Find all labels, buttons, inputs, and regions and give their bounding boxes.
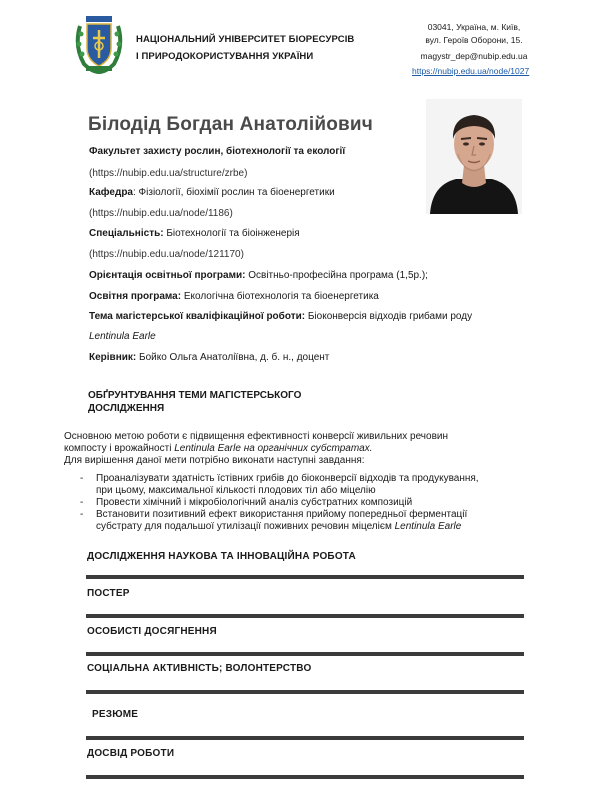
rationale-paragraph: [64, 431, 544, 467]
rationale-title-line2: ДОСЛІДЖЕННЯ: [88, 403, 165, 414]
divider: [86, 690, 524, 694]
address-line2: вул. Героїв Оборони, 15.: [425, 34, 523, 45]
research-heading: ДОСЛІДЖЕННЯ НАУКОВА ТА ІННОВАЦІЙНА РОБОТА: [87, 551, 356, 562]
supervisor: [89, 352, 329, 364]
list-item: - Провести хімічний і мікробіологічний аналіз субстратних композицій: [80, 497, 540, 509]
rationale-para1-b: компосту і врожайності: [64, 443, 175, 454]
student-photo: [426, 99, 522, 214]
orientation-label: Орієнтація освітньої програми:: [89, 270, 246, 281]
divider: [86, 652, 524, 656]
faculty-url-text[interactable]: (https://nubip.edu.ua/structure/zrbe): [89, 168, 248, 179]
task-1-line1: Проаналізувати здатність їстівних грибів до біоконверсії відходів та продукування,: [96, 473, 479, 484]
specialty: [89, 228, 300, 240]
specialty-value: Біотехнології та біоінженерія: [163, 228, 300, 239]
program-value: Екологічна біотехнологія та біоенергетика: [181, 291, 379, 302]
list-item: - Проаналізувати здатність їстівних грибів до біоконверсії відходів та продукування, при цьому, максимальної кількості плодових тіл або міцелію: [80, 473, 540, 497]
address-line1: 03041, Україна, м. Київ,: [427, 22, 521, 32]
university-name: [136, 31, 354, 65]
rationale-para1-b-italic: Lentinula Earle на органічних субстратах.: [174, 443, 373, 454]
rationale-title-line1: ОБҐРУНТУВАННЯ ТЕМИ МАГІСТЕРСЬКОГО: [88, 390, 302, 401]
social-heading: СОЦІАЛЬНА АКТИВНІСТЬ; ВОЛОНТЕРСТВО: [87, 663, 312, 674]
divider: [86, 575, 524, 579]
rationale-para1-b-wrap: [64, 443, 544, 455]
task-2-line1: Провести хімічний і мікробіологічний аналіз субстратних композицій: [96, 497, 413, 508]
department-label: Кафедра: [89, 187, 133, 198]
task-3-italic: Lentinula Earle: [394, 521, 462, 532]
specialty-url-text[interactable]: (https://nubip.edu.ua/node/121170): [89, 249, 244, 260]
divider: [86, 736, 524, 740]
university-name-line1: НАЦІОНАЛЬНИЙ УНІВЕРСИТЕТ БІОРЕСУРСІВ: [136, 34, 355, 45]
orientation-value: Освітньо-професійна програма (1,5р.);: [245, 270, 428, 281]
program: [89, 291, 379, 303]
department-url[interactable]: [89, 208, 233, 220]
website-link[interactable]: https://nubip.edu.ua/node/1027: [412, 66, 530, 76]
resume-heading: РЕЗЮМЕ: [92, 709, 139, 720]
orientation: [89, 270, 428, 282]
supervisor-label: Керівник:: [89, 352, 137, 363]
thesis-value-italic: Lentinula Earle: [89, 331, 156, 342]
university-name-line2: І ПРИРОДОКОРИСТУВАННЯ УКРАЇНИ: [136, 51, 314, 62]
task-3-line1: Встановити позитивний ефект використання прийому попередньої ферментації: [96, 509, 468, 520]
university-crest-icon: [72, 14, 126, 74]
thesis-label: Тема магістерської кваліфікаційної роботи:: [89, 311, 306, 322]
email-link[interactable]: magystr_dep@nubip.edu.ua: [420, 51, 528, 61]
address: [410, 21, 538, 46]
rationale-title: [88, 389, 348, 415]
rationale-para1-a: Основною метою роботи є підвищення ефективності конверсії живильних речовин: [64, 431, 448, 442]
student-name: Білодід Богдан Анатолійович: [88, 114, 374, 135]
thesis-value: Біоконверсія відходів грибами роду: [305, 311, 473, 322]
divider: [86, 614, 524, 618]
thesis-topic-cont: [89, 331, 156, 343]
experience-heading: ДОСВІД РОБОТИ: [87, 748, 175, 759]
supervisor-value: Бойко Ольга Анатоліївна, д. б. н., доцент: [136, 352, 330, 363]
specialty-label: Спеціальність:: [89, 228, 164, 239]
thesis-topic: [89, 311, 472, 323]
task-1-line2: при цьому, максимальної кількості плодових тіл або міцелію: [96, 485, 376, 496]
list-item: - Встановити позитивний ефект використання прийому попередньої ферментації субстрату для подальшої утилізації поживних речовин міцелієм Lentinula Earle: [80, 509, 540, 533]
specialty-url[interactable]: [89, 249, 244, 261]
faculty: [89, 146, 345, 158]
department-url-text[interactable]: (https://nubip.edu.ua/node/1186): [89, 208, 233, 219]
faculty-label: Факультет захисту рослин, біотехнології та екології: [89, 146, 346, 157]
department-value: : Фізіології, біохімії рослин та біоенергетики: [132, 187, 335, 198]
task-3-line2: субстрату для подальшої утилізації поживних речовин міцелієм: [96, 521, 395, 532]
divider: [86, 775, 524, 779]
task-3-line2-wrap: [96, 521, 540, 533]
program-label: Освітня програма:: [89, 291, 182, 302]
task-list: [80, 473, 540, 533]
poster-heading: ПОСТЕР: [87, 588, 130, 599]
rationale-para2: Для вирішення даної мети потрібно виконати наступні завдання:: [64, 455, 365, 466]
faculty-url[interactable]: [89, 168, 247, 180]
department: [89, 187, 335, 199]
achievements-heading: ОСОБИСТІ ДОСЯГНЕННЯ: [87, 626, 217, 637]
